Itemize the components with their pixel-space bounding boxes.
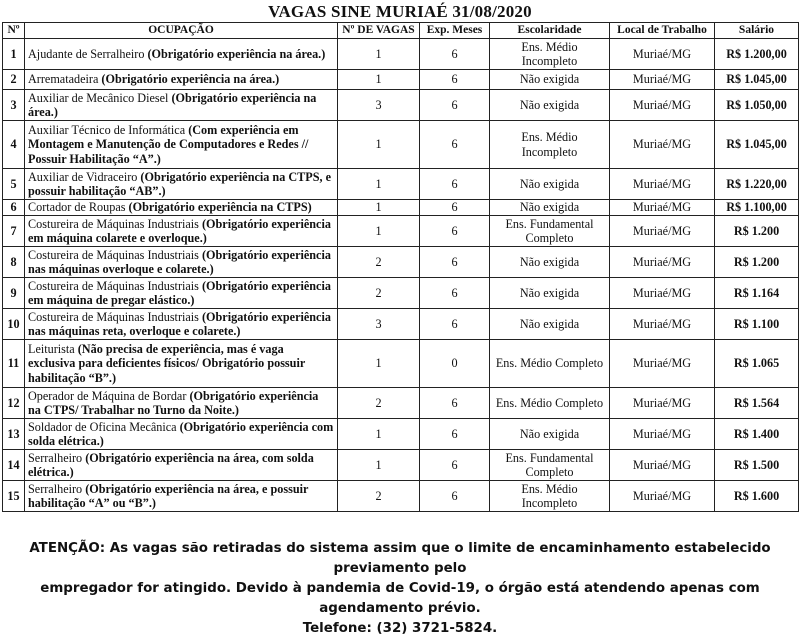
table-row xyxy=(3,121,799,169)
vacancies-cell: 2 xyxy=(338,278,420,309)
vacancies-cell: 3 xyxy=(338,309,420,340)
workplace-cell: Muriaé/MG xyxy=(610,90,715,121)
occupation-requirements: (Obrigatório experiência em máquina de pregar elástico.) xyxy=(28,278,331,307)
occupation-cell xyxy=(25,481,338,512)
occupation-cell xyxy=(25,121,338,169)
table-row xyxy=(3,247,799,278)
occupation-requirements: (Com experiência em Montagem e Manutenção de Computadores e Redes // Possuir Habilitação “A”.) xyxy=(28,122,309,166)
table-row xyxy=(3,388,799,419)
row-number: 8 xyxy=(3,247,25,278)
table-header-row xyxy=(3,23,799,39)
row-number: 12 xyxy=(3,388,25,419)
occupation-cell xyxy=(25,90,338,121)
header-salary: Salário xyxy=(715,23,799,39)
occupation-cell xyxy=(25,309,338,340)
occupation-title: Cortador de Roupas xyxy=(28,200,126,215)
education-cell: Não exigida xyxy=(490,278,610,309)
occupation-title: Costureira de Máquinas Industriais xyxy=(28,278,199,293)
table-row xyxy=(3,39,799,70)
occupation-title: Serralheiro xyxy=(28,481,83,496)
occupation-requirements: (Obrigatório experiência na área, e possuir habilitação “A” ou “B”.) xyxy=(28,481,309,510)
occupation-title: Serralheiro xyxy=(28,450,83,465)
vacancies-cell: 1 xyxy=(338,419,420,450)
experience-cell: 6 xyxy=(420,450,490,481)
vacancies-cell: 1 xyxy=(338,450,420,481)
salary-cell: R$ 1.600 xyxy=(715,481,799,512)
salary-cell: R$ 1.045,00 xyxy=(715,121,799,169)
salary-cell: R$ 1.164 xyxy=(715,278,799,309)
row-number: 4 xyxy=(3,121,25,169)
experience-cell: 0 xyxy=(420,340,490,388)
occupation-title: Auxiliar de Mecânico Diesel xyxy=(28,90,169,105)
workplace-cell: Muriaé/MG xyxy=(610,388,715,419)
occupation-requirements: (Obrigatório experiência na área.) xyxy=(147,46,326,61)
education-cell: Ens. Médio Incompleto xyxy=(490,121,610,169)
notice-line: ATENÇÃO: As vagas são retiradas do sistema assim que o limite de encaminhamento estabelecido previamento pelo xyxy=(29,541,771,576)
row-number: 14 xyxy=(3,450,25,481)
education-cell: Não exigida xyxy=(490,70,610,90)
workplace-cell: Muriaé/MG xyxy=(610,247,715,278)
table-row xyxy=(3,169,799,200)
education-cell: Não exigida xyxy=(490,90,610,121)
workplace-cell: Muriaé/MG xyxy=(610,39,715,70)
workplace-cell: Muriaé/MG xyxy=(610,200,715,216)
occupation-requirements: (Não precisa de experiência, mas é vaga exclusiva para deficientes físicos/ Obrigatório possuir habilitação “B”.) xyxy=(28,341,306,385)
workplace-cell: Muriaé/MG xyxy=(610,70,715,90)
education-cell: Ens. Fundamental Completo xyxy=(490,216,610,247)
row-number: 7 xyxy=(3,216,25,247)
page-title: VAGAS SINE MURIAÉ 31/08/2020 xyxy=(268,2,532,21)
row-number: 6 xyxy=(3,200,25,216)
header-occupation: OCUPAÇÃO xyxy=(25,23,338,39)
occupation-title: Costureira de Máquinas Industriais xyxy=(28,247,199,262)
vacancies-cell: 2 xyxy=(338,481,420,512)
row-number: 2 xyxy=(3,70,25,90)
occupation-title: Auxiliar de Vidraceiro xyxy=(28,169,138,184)
salary-cell: R$ 1.220,00 xyxy=(715,169,799,200)
vacancies-cell: 1 xyxy=(338,200,420,216)
table-row xyxy=(3,200,799,216)
workplace-cell: Muriaé/MG xyxy=(610,481,715,512)
education-cell: Não exigida xyxy=(490,309,610,340)
salary-cell: R$ 1.065 xyxy=(715,340,799,388)
vacancies-cell: 2 xyxy=(338,388,420,419)
salary-cell: R$ 1.564 xyxy=(715,388,799,419)
table-row xyxy=(3,70,799,90)
occupation-requirements: (Obrigatório experiência nas máquinas overloque e colarete.) xyxy=(28,247,331,276)
notice-line: empregador for atingido. Devido à pandemia de Covid-19, o órgão está atendendo apenas com agendamento prévio. xyxy=(40,581,760,616)
table-row xyxy=(3,309,799,340)
table-row xyxy=(3,216,799,247)
occupation-requirements: (Obrigatório experiência na CTPS/ Trabalhar no Turno da Noite.) xyxy=(28,388,319,417)
salary-cell: R$ 1.400 xyxy=(715,419,799,450)
occupation-title: Operador de Máquina de Bordar xyxy=(28,388,187,403)
education-cell: Ens. Médio Completo xyxy=(490,340,610,388)
occupation-requirements: (Obrigatório experiência na área, com solda elétrica.) xyxy=(28,450,314,479)
job-vacancies-table xyxy=(2,22,799,512)
workplace-cell: Muriaé/MG xyxy=(610,216,715,247)
occupation-title: Arrematadeira xyxy=(28,72,99,87)
salary-cell: R$ 1.500 xyxy=(715,450,799,481)
notice-box xyxy=(0,539,800,639)
salary-cell: R$ 1.045,00 xyxy=(715,70,799,90)
salary-cell: R$ 1.200 xyxy=(715,247,799,278)
row-number: 11 xyxy=(3,340,25,388)
occupation-title: Ajudante de Serralheiro xyxy=(28,46,145,61)
workplace-cell: Muriaé/MG xyxy=(610,340,715,388)
experience-cell: 6 xyxy=(420,90,490,121)
notice-phone: Telefone: (32) 3721-5824. xyxy=(302,621,498,636)
experience-cell: 6 xyxy=(420,419,490,450)
table-row xyxy=(3,90,799,121)
occupation-cell xyxy=(25,419,338,450)
experience-cell: 6 xyxy=(420,278,490,309)
workplace-cell: Muriaé/MG xyxy=(610,278,715,309)
table-row xyxy=(3,419,799,450)
row-number: 3 xyxy=(3,90,25,121)
occupation-cell xyxy=(25,216,338,247)
vacancies-cell: 1 xyxy=(338,39,420,70)
education-cell: Não exigida xyxy=(490,200,610,216)
occupation-cell xyxy=(25,200,338,216)
occupation-cell xyxy=(25,388,338,419)
row-number: 9 xyxy=(3,278,25,309)
header-experience: Exp. Meses xyxy=(420,23,490,39)
education-cell: Não exigida xyxy=(490,169,610,200)
education-cell: Ens. Médio Incompleto xyxy=(490,39,610,70)
vacancies-cell: 1 xyxy=(338,340,420,388)
occupation-requirements: (Obrigatório experiência em máquina colarete e overloque.) xyxy=(28,216,331,245)
experience-cell: 6 xyxy=(420,169,490,200)
salary-cell: R$ 1.050,00 xyxy=(715,90,799,121)
occupation-title: Soldador de Oficina Mecânica xyxy=(28,419,177,434)
education-cell: Não exigida xyxy=(490,419,610,450)
salary-cell: R$ 1.200 xyxy=(715,216,799,247)
workplace-cell: Muriaé/MG xyxy=(610,309,715,340)
table-row xyxy=(3,450,799,481)
occupation-requirements: (Obrigatório experiência na área.) xyxy=(101,72,280,87)
table-row xyxy=(3,278,799,309)
occupation-title: Costureira de Máquinas Industriais xyxy=(28,216,199,231)
experience-cell: 6 xyxy=(420,309,490,340)
experience-cell: 6 xyxy=(420,247,490,278)
header-vacancies: Nº DE VAGAS xyxy=(338,23,420,39)
education-cell: Ens. Fundamental Completo xyxy=(490,450,610,481)
education-cell: Ens. Médio Completo xyxy=(490,388,610,419)
row-number: 1 xyxy=(3,39,25,70)
education-cell: Ens. Médio Incompleto xyxy=(490,481,610,512)
experience-cell: 6 xyxy=(420,216,490,247)
workplace-cell: Muriaé/MG xyxy=(610,121,715,169)
occupation-cell xyxy=(25,39,338,70)
vacancies-cell: 1 xyxy=(338,169,420,200)
education-cell: Não exigida xyxy=(490,247,610,278)
experience-cell: 6 xyxy=(420,481,490,512)
experience-cell: 6 xyxy=(420,200,490,216)
salary-cell: R$ 1.200,00 xyxy=(715,39,799,70)
vacancies-cell: 1 xyxy=(338,70,420,90)
experience-cell: 6 xyxy=(420,39,490,70)
occupation-cell xyxy=(25,247,338,278)
experience-cell: 6 xyxy=(420,388,490,419)
occupation-cell xyxy=(25,278,338,309)
vacancies-cell: 2 xyxy=(338,247,420,278)
experience-cell: 6 xyxy=(420,121,490,169)
occupation-title: Costureira de Máquinas Industriais xyxy=(28,309,199,324)
row-number: 13 xyxy=(3,419,25,450)
row-number: 15 xyxy=(3,481,25,512)
occupation-requirements: (Obrigatório experiência na área.) xyxy=(28,90,317,119)
vacancies-cell: 1 xyxy=(338,121,420,169)
workplace-cell: Muriaé/MG xyxy=(610,169,715,200)
occupation-cell xyxy=(25,169,338,200)
header-workplace: Local de Trabalho xyxy=(610,23,715,39)
occupation-cell xyxy=(25,70,338,90)
workplace-cell: Muriaé/MG xyxy=(610,419,715,450)
table-row xyxy=(3,481,799,512)
occupation-requirements: (Obrigatório experiência nas máquinas reta, overloque e colarete.) xyxy=(28,309,331,338)
header-education: Escolaridade xyxy=(490,23,610,39)
row-number: 10 xyxy=(3,309,25,340)
table-row xyxy=(3,340,799,388)
occupation-cell xyxy=(25,450,338,481)
vacancies-cell: 1 xyxy=(338,216,420,247)
header-number: Nº xyxy=(3,23,25,39)
occupation-requirements: (Obrigatório experiência na CTPS, e possuir habilitação “AB”.) xyxy=(28,169,331,198)
salary-cell: R$ 1.100 xyxy=(715,309,799,340)
occupation-title: Auxiliar Técnico de Informática xyxy=(28,122,186,137)
occupation-requirements: (Obrigatório experiência com solda elétrica.) xyxy=(28,419,334,448)
occupation-requirements: (Obrigatório experiência na CTPS) xyxy=(128,200,312,215)
row-number: 5 xyxy=(3,169,25,200)
vacancies-cell: 3 xyxy=(338,90,420,121)
workplace-cell: Muriaé/MG xyxy=(610,450,715,481)
experience-cell: 6 xyxy=(420,70,490,90)
occupation-cell xyxy=(25,340,338,388)
occupation-title: Leiturista xyxy=(28,341,75,356)
salary-cell: R$ 1.100,00 xyxy=(715,200,799,216)
